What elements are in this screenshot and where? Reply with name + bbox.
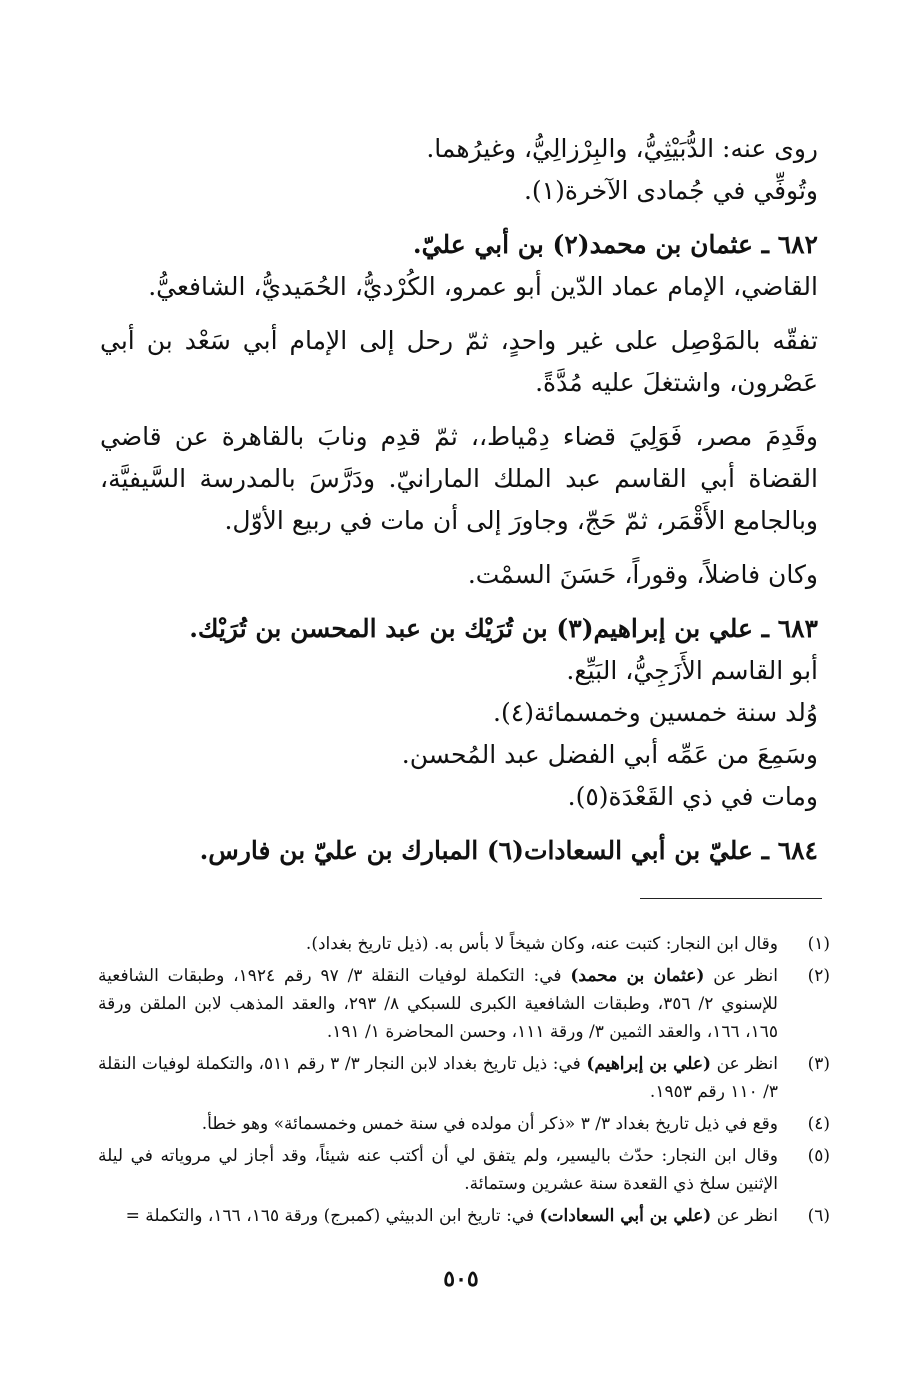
main-text — [100, 128, 818, 872]
footnote-prefix: انظر عن — [711, 1206, 778, 1226]
entry-683-heading: ٦٨٣ ـ علي بن إبراهيم(٣) بن تُرَيْك بن عبد المحسن بن تُرَيْك. — [189, 614, 818, 643]
footnote — [98, 1050, 830, 1106]
footnote — [98, 1110, 830, 1138]
footnote-body: في: ذيل تاريخ بغداد لابن النجار ٣/ ٣ رقم ٥١١، والتكملة لوفيات النقلة ٣/ ١١٠ رقم ١٩٥٣. — [98, 1054, 778, 1102]
paragraph: وقَدِمَ مصر، فَوَلِيَ قضاء دِمْياط،، ثمّ قدِم ونابَ بالقاهرة عن قاضي القضاة أبي القاسم عبد الملك المارانيّ. ودَرَّسَ بالمدرسة السَّيفيَّة، وبالجامع الأَقْمَر، ثمّ حَجّ، وجاورَ إلى أن مات في ربيع الأوّل. — [100, 422, 818, 535]
footnote-text — [98, 1202, 778, 1230]
footnote-prefix: انظر عن — [711, 1054, 778, 1074]
text-line: القاضي، الإمام عماد الدّين أبو عمرو، الكُرْديُّ، الحُمَيديُّ، الشافعيُّ. — [148, 272, 818, 301]
footnote-number: (١) — [807, 934, 830, 954]
entry-682-heading: ٦٨٢ ـ عثمان بن محمد(٢) بن أبي عليّ. — [412, 230, 818, 259]
footnote-text — [98, 962, 778, 1046]
footnote-body: في: تاريخ ابن الدبيثي (كمبرج) ورقة ١٦٥، ١٦٦، والتكملة = — [125, 1206, 540, 1226]
footnote-body: وقال ابن النجار: كتبت عنه، وكان شيخاً لا بأس به. (ذيل تاريخ بغداد). — [305, 934, 778, 954]
footnote-text — [98, 1142, 778, 1198]
footnote-number: (٦) — [807, 1206, 830, 1226]
entry-684-heading: ٦٨٤ ـ عليّ بن أبي السعادات(٦) المبارك بن عليّ بن فارس. — [199, 836, 818, 865]
footnote-number: (٤) — [807, 1114, 830, 1134]
footnote-number: (٣) — [807, 1054, 830, 1074]
footnote-subject: (علي بن أبي السعادات) — [539, 1206, 712, 1226]
footnotes — [98, 930, 830, 1234]
text-line: ومات في ذي القَعْدَة(٥). — [567, 782, 818, 811]
footnote-text — [98, 1110, 778, 1138]
text-line: وسَمِعَ من عَمِّه أبي الفضل عبد المُحسن. — [401, 740, 818, 769]
footnote-subject: (علي بن إبراهيم) — [586, 1054, 712, 1074]
footnote — [98, 1142, 830, 1198]
paragraph: تفقّه بالمَوْصِل على غير واحدٍ، ثمّ رحل إلى الإمام أبي سَعْد بن أبي عَصْرون، واشتغلَ عليه مُدَّةً. — [100, 326, 818, 397]
text-line: وتُوفِّي في جُمادى الآخرة(١). — [523, 176, 818, 205]
footnote-separator — [640, 898, 822, 899]
footnote-text — [98, 1050, 778, 1106]
text-line: وُلد سنة خمسين وخمسمائة(٤). — [493, 698, 818, 727]
footnote-body: وقع في ذيل تاريخ بغداد ٣/ ٣ «ذكر أن مولده في سنة خمس وخمسمائة» وهو خطأ. — [201, 1114, 778, 1134]
footnote — [98, 930, 830, 958]
text-line: روى عنه: الدُّبَيْثِيُّ، والبِرْزالِيُّ، وغيرُهما. — [426, 134, 818, 163]
footnote-body: في: التكملة لوفيات النقلة ٣/ ٩٧ رقم ١٩٢٤، وطبقات الشافعية للإسنوي ٢/ ٣٥٦، وطبقات الشافعية الكبرى للسبكي ٨/ ٢٩٣، والعقد المذهب لابن الملقن ورقة ١٦٥، ١٦٦، والعقد الثمين ٣/ ورقة ١١١، وحسن المحاضرة ١/ ١٩١. — [98, 966, 778, 1042]
page-number: ٥٠٥ — [443, 1266, 479, 1292]
footnote-text — [98, 930, 778, 958]
text-line: أبو القاسم الأَزَجِيُّ، البَيِّع. — [566, 656, 818, 685]
footnote — [98, 962, 830, 1046]
footnote-number: (٢) — [807, 966, 830, 986]
footnote-subject: (عثمان بن محمد) — [570, 966, 705, 986]
footnote — [98, 1202, 830, 1230]
footnote-body: وقال ابن النجار: حدّث باليسير، ولم يتفق لي أن أكتب عنه شيئاً، وقد أجاز لي مروياته في ليلة الإثنين سلخ ذي القعدة سنة عشرين وستمائة. — [98, 1146, 778, 1194]
footnote-prefix: انظر عن — [704, 966, 778, 986]
text-line: وكان فاضلاً، وقوراً، حَسَنَ السمْت. — [467, 560, 818, 589]
footnote-number: (٥) — [807, 1146, 830, 1166]
